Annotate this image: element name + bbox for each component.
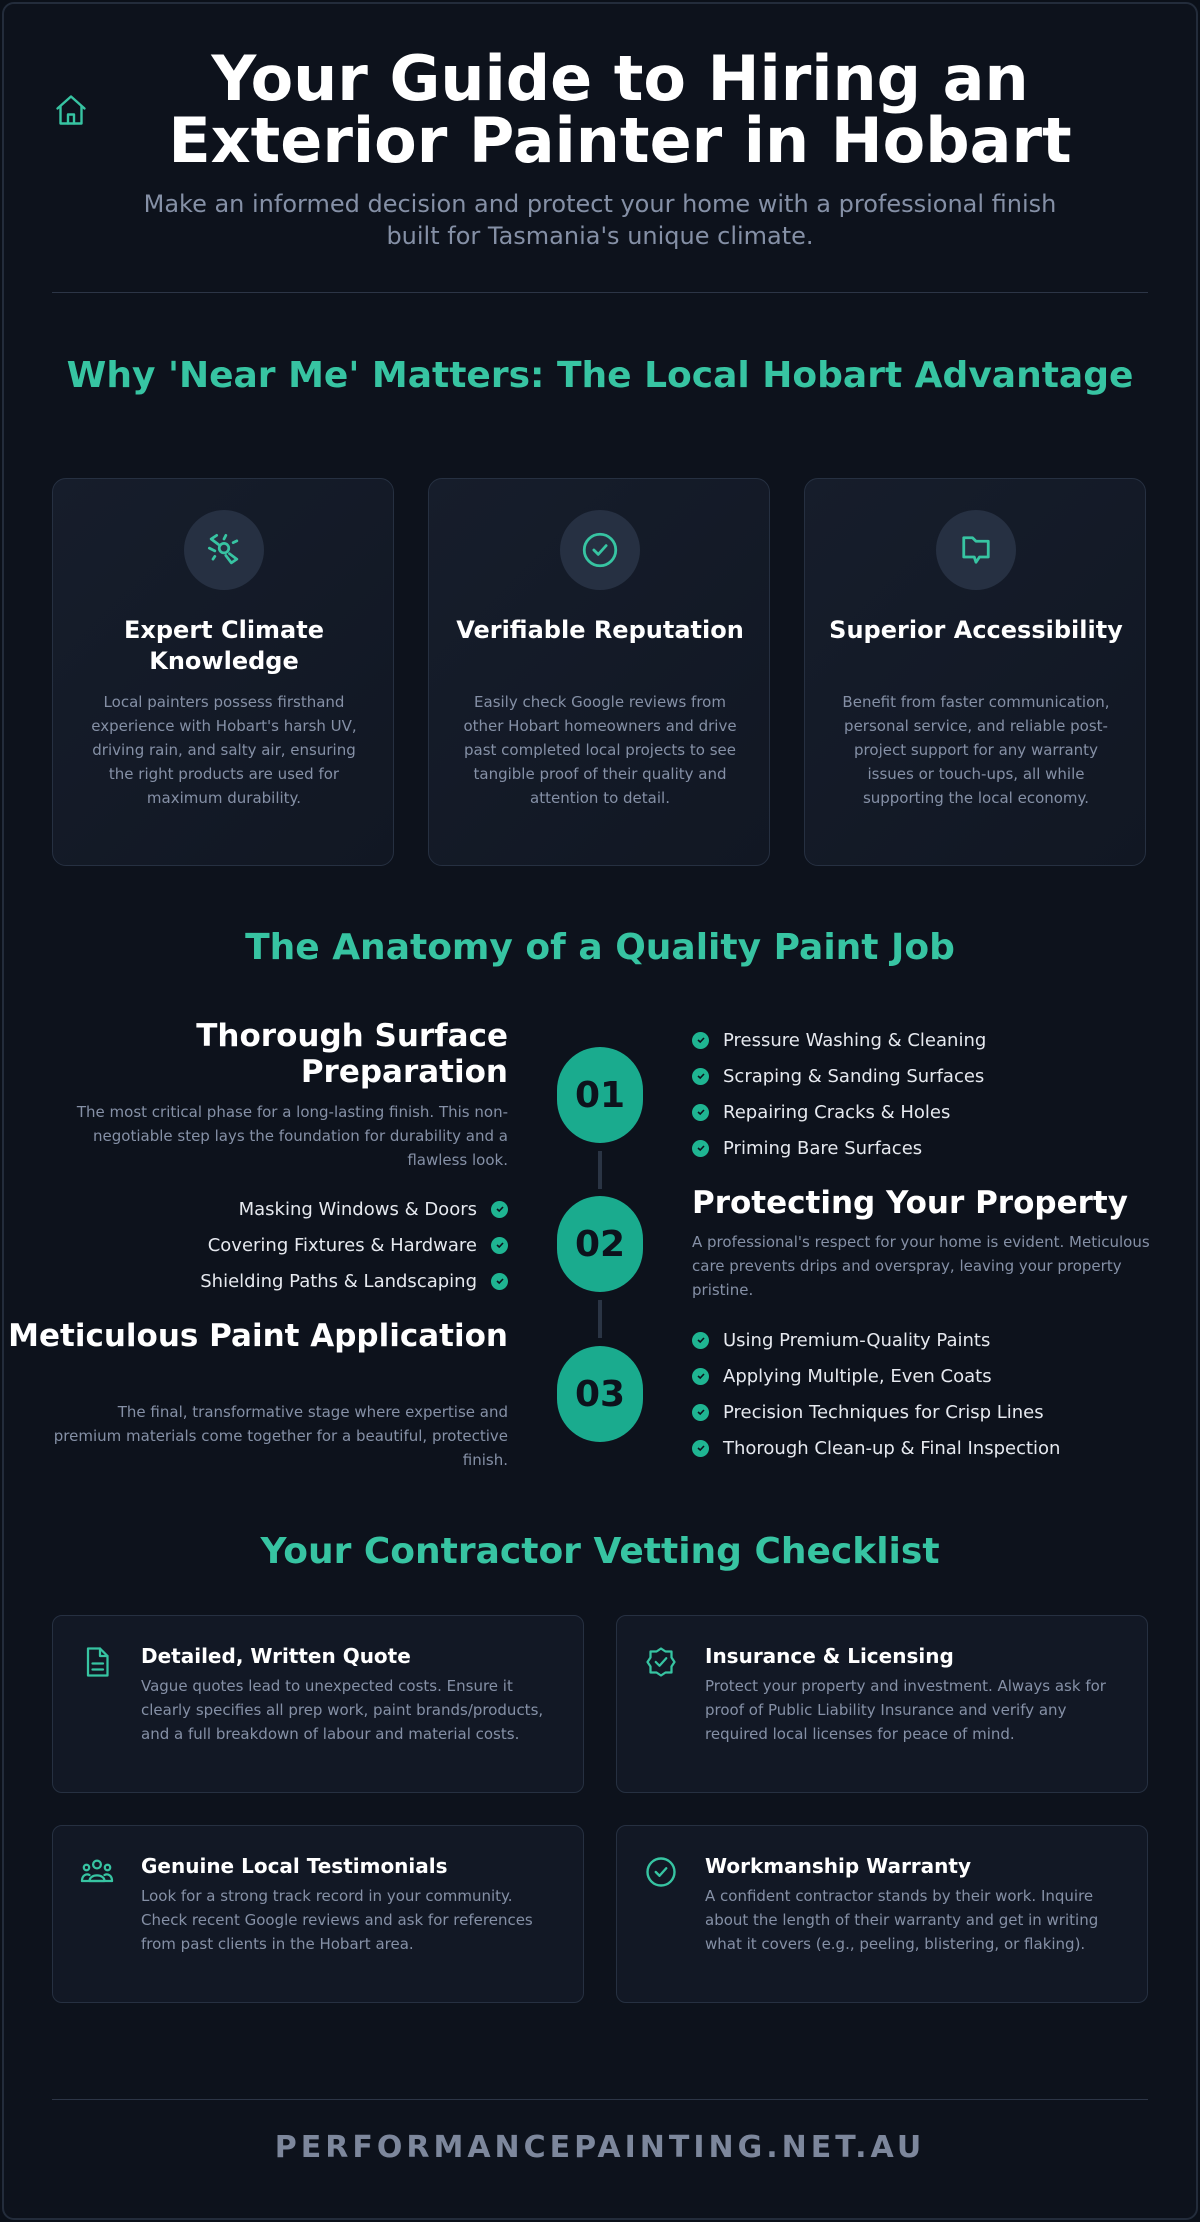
card-title: Superior Accessibility bbox=[829, 616, 1123, 644]
card-title: Verifiable Reputation bbox=[456, 616, 744, 644]
list-item-label: Precision Techniques for Crisp Lines bbox=[723, 1401, 1044, 1423]
step-title: Thorough Surface Preparation bbox=[196, 1018, 508, 1090]
step-title: Meticulous Paint Application bbox=[8, 1318, 508, 1354]
list-item bbox=[692, 1328, 990, 1352]
check-icon bbox=[692, 1104, 709, 1121]
step-description: The most critical phase for a long-lasting finish. This non-negotiable step lays the foundation for durability and a flawless look. bbox=[76, 1103, 508, 1169]
check-icon bbox=[692, 1368, 709, 1385]
sun-rain-icon bbox=[184, 510, 264, 590]
divider bbox=[52, 292, 1148, 293]
card-body: Benefit from faster communication, personal service, and reliable post-project support for any warranty issues or touch-ups, all while supporting the local economy. bbox=[842, 693, 1110, 807]
step-title: Protecting Your Property bbox=[692, 1185, 1128, 1221]
list-item bbox=[692, 1028, 986, 1052]
chat-icon bbox=[936, 510, 1016, 590]
page-title: Your Guide to Hiring an Exterior Painter in Hobart bbox=[168, 42, 1072, 177]
list-item-label: Repairing Cracks & Holes bbox=[723, 1101, 951, 1123]
document-icon bbox=[79, 1644, 115, 1680]
card-title: Detailed, Written Quote bbox=[141, 1644, 411, 1668]
shield-badge-icon bbox=[643, 1644, 679, 1680]
advantage-card bbox=[804, 478, 1146, 866]
people-icon bbox=[79, 1854, 115, 1890]
list-item bbox=[692, 1364, 992, 1388]
card-body: Easily check Google reviews from other Hobart homeowners and drive past completed local projects to see tangible proof of their quality and attention to detail. bbox=[463, 693, 737, 807]
checklist-card bbox=[616, 1825, 1148, 2003]
card-body: Vague quotes lead to unexpected costs. Ensure it clearly specifies all prep work, paint brands/products, and a full breakdown of labour and material costs. bbox=[141, 1677, 544, 1743]
step-description: The final, transformative stage where expertise and premium materials come together for a beautiful, protective finish. bbox=[53, 1403, 508, 1469]
check-icon bbox=[692, 1332, 709, 1349]
card-title: Workmanship Warranty bbox=[705, 1854, 972, 1878]
list-item bbox=[208, 1233, 508, 1257]
step-connector bbox=[598, 1151, 602, 1189]
card-body: Look for a strong track record in your community. Check recent Google reviews and ask for references from past clients in the Hobart area. bbox=[141, 1887, 533, 1953]
list-item bbox=[692, 1100, 950, 1124]
checklist-card bbox=[616, 1615, 1148, 1793]
list-item bbox=[239, 1197, 508, 1221]
list-item-label: Thorough Clean-up & Final Inspection bbox=[723, 1437, 1061, 1459]
advantage-card bbox=[52, 478, 394, 866]
checklist-title: Your Contractor Vetting Checklist bbox=[260, 1531, 940, 1572]
step-connector bbox=[598, 1300, 602, 1338]
list-item-label: Priming Bare Surfaces bbox=[723, 1137, 923, 1159]
anatomy-title: The Anatomy of a Quality Paint Job bbox=[245, 927, 955, 968]
card-body: Local painters possess firsthand experience with Hobart's harsh UV, driving rain, and salty air, ensuring the right products are used for maximum durability. bbox=[91, 693, 357, 807]
list-item-label: Masking Windows & Doors bbox=[238, 1198, 477, 1220]
list-item bbox=[692, 1436, 1060, 1460]
step-number: 02 bbox=[557, 1196, 643, 1292]
list-item bbox=[692, 1400, 1044, 1424]
step-description: A professional's respect for your home is evident. Meticulous care prevents drips and overspray, leaving your property pristine. bbox=[692, 1233, 1150, 1299]
checklist-card bbox=[52, 1615, 584, 1793]
check-icon bbox=[692, 1404, 709, 1421]
list-item bbox=[692, 1064, 984, 1088]
check-icon bbox=[692, 1140, 709, 1157]
card-title: Expert Climate Knowledge bbox=[123, 616, 324, 675]
list-item-label: Pressure Washing & Cleaning bbox=[723, 1029, 987, 1051]
page-subtitle: Make an informed decision and protect your home with a professional finish built for Tasmania's unique climate. bbox=[143, 190, 1057, 250]
divider bbox=[52, 2099, 1148, 2100]
card-title: Genuine Local Testimonials bbox=[141, 1854, 448, 1878]
list-item-label: Scraping & Sanding Surfaces bbox=[723, 1065, 985, 1087]
list-item-label: Applying Multiple, Even Coats bbox=[723, 1365, 992, 1387]
card-body: Protect your property and investment. Always ask for proof of Public Liability Insurance and verify any required local licenses for peace of mind. bbox=[705, 1677, 1106, 1743]
step-number: 03 bbox=[557, 1346, 643, 1442]
check-icon bbox=[692, 1440, 709, 1457]
check-circle-icon bbox=[643, 1854, 679, 1890]
advantage-card bbox=[428, 478, 770, 866]
advantage-title: Why 'Near Me' Matters: The Local Hobart Advantage bbox=[66, 355, 1134, 396]
footer-site-link[interactable]: PERFORMANCEPAINTING.NET.AU bbox=[274, 2130, 926, 2165]
check-icon bbox=[692, 1032, 709, 1049]
check-icon bbox=[692, 1068, 709, 1085]
list-item-label: Covering Fixtures & Hardware bbox=[207, 1234, 477, 1256]
check-badge-icon bbox=[560, 510, 640, 590]
check-icon bbox=[491, 1237, 508, 1254]
list-item bbox=[692, 1136, 922, 1160]
list-item bbox=[200, 1269, 508, 1293]
list-item-label: Shielding Paths & Landscaping bbox=[200, 1270, 477, 1292]
list-item-label: Using Premium-Quality Paints bbox=[723, 1329, 991, 1351]
home-icon[interactable] bbox=[53, 92, 89, 128]
checklist-card bbox=[52, 1825, 584, 2003]
card-body: A confident contractor stands by their work. Inquire about the length of their warranty and get in writing what it covers (e.g., peeling, blistering, or flaking). bbox=[705, 1887, 1099, 1953]
card-title: Insurance & Licensing bbox=[705, 1644, 954, 1668]
check-icon bbox=[491, 1273, 508, 1290]
step-number: 01 bbox=[557, 1047, 643, 1143]
check-icon bbox=[491, 1201, 508, 1218]
